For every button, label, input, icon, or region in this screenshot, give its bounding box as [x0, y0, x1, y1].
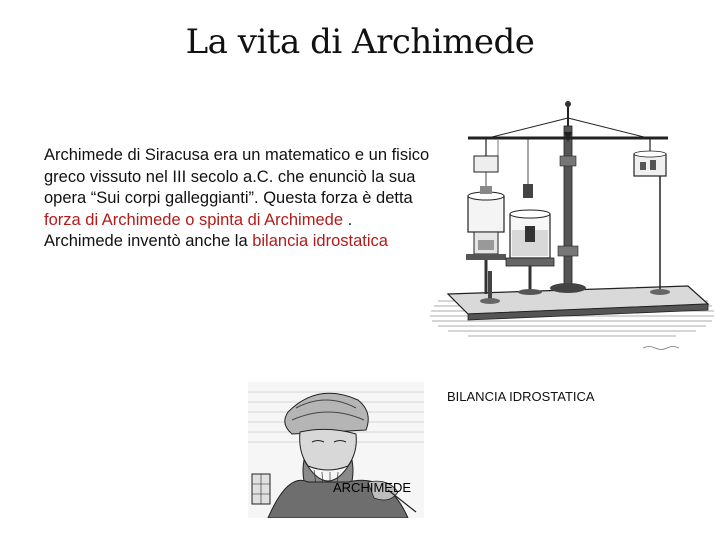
portrait-caption: ARCHIMEDE: [333, 480, 412, 495]
paragraph-text-2: . Archimede inventò anche la: [44, 210, 353, 250]
slide-title: La vita di Archimede: [185, 22, 535, 62]
archimedes-portrait: [248, 382, 424, 518]
body-paragraph: [44, 145, 434, 253]
hydrostatic-balance-illustration: [428, 96, 716, 358]
paragraph-highlight-archimedes-force: forza di Archimede o spinta di Archimede: [44, 210, 343, 229]
balance-caption: BILANCIA IDROSTATICA: [447, 389, 595, 404]
archimedes-portrait-drawing: [248, 382, 424, 518]
paragraph-highlight-hydrostatic-balance: bilancia idrostatica: [252, 232, 388, 250]
paragraph-text-1: Archimede di Siracusa era un matematico e un fisico greco vissuto nel III secolo a.C. che enunciò la sua opera “Sui corpi galleggianti”. Questa forza è detta: [44, 146, 430, 207]
